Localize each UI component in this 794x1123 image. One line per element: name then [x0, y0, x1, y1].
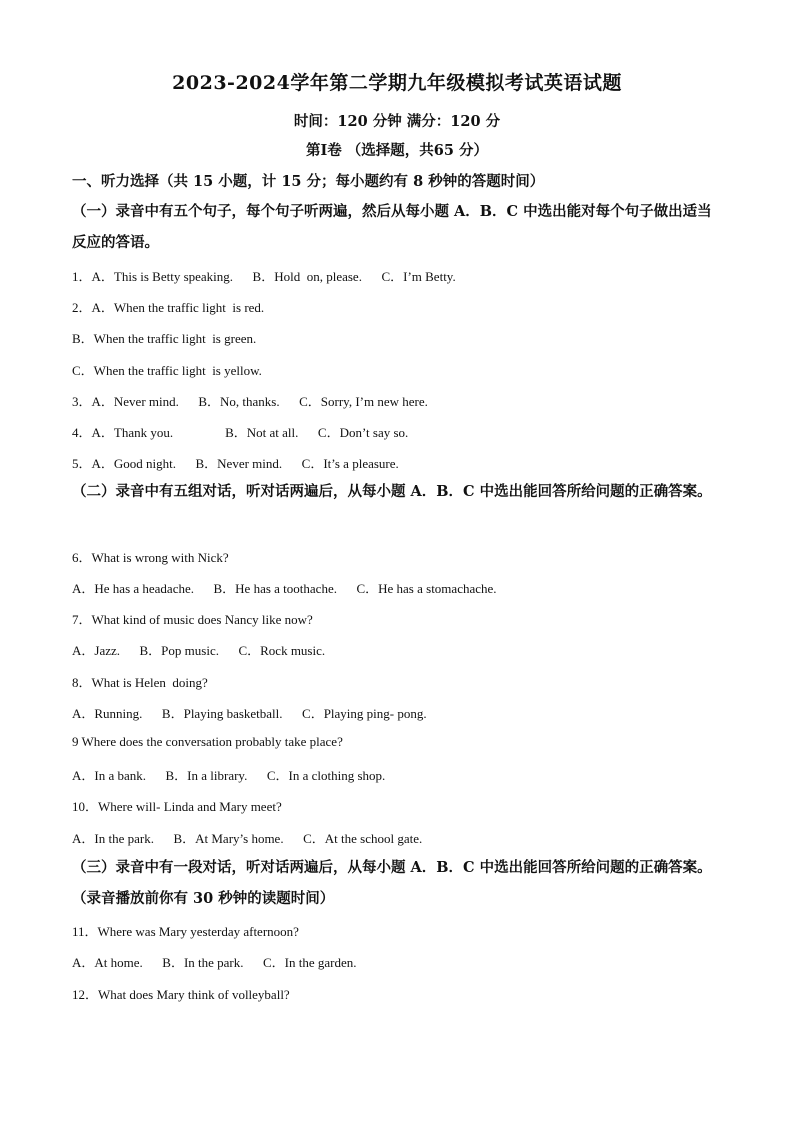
question-line: 2．A．When the traffic light is red. — [72, 300, 265, 315]
question-line: A．In the park. B．At Mary’s home. C．At the school gate. — [72, 831, 423, 846]
question-line: 7．What kind of music does Nancy like now? — [72, 612, 313, 627]
question-line: 9 Where does the conversation probably take place? — [72, 734, 343, 749]
question-line: A．He has a headache. B．He has a toothache. C．He has a stomachache. — [72, 581, 497, 596]
volume-heading: 第Ⅰ卷 （选择题，共65 分） — [305, 142, 489, 159]
question-line: 11．Where was Mary yesterday afternoon? — [72, 924, 299, 939]
question-line: A．Running. B．Playing basketball. C．Playing ping- pong. — [72, 706, 427, 721]
exam-info: 时间：120 分钟 满分：120 分 — [293, 113, 501, 130]
part-three-instructions: （三）录音中有一段对话，听对话两遍后，从每小题 A．B．C 中选出能回答所给问题的正确答案。（录音播放前你有 30 秒钟的读题时间） — [72, 859, 712, 907]
question-line: A．At home. B．In the park. C．In the garden. — [72, 955, 357, 970]
question-line: A．Jazz. B．Pop music. C．Rock music. — [72, 643, 326, 658]
part-two-instructions: （二）录音中有五组对话，听对话两遍后，从每小题 A．B．C 中选出能回答所给问题的正确答案。 — [72, 483, 712, 500]
question-line: 1．A．This is Betty speaking. B．Hold on, please. C．I’m Betty. — [72, 269, 456, 284]
part-one-instructions: （一）录音中有五个句子，每个句子听两遍，然后从每小题 A．B．C 中选出能对每个句子做出适当反应的答语。 — [72, 203, 712, 251]
question-line: A．In a bank. B．In a library. C．In a clothing shop. — [72, 768, 386, 783]
question-line: 8．What is Helen doing? — [72, 675, 208, 690]
exam-title: 2023-2024学年第二学期九年级模拟考试英语试题 — [172, 72, 622, 94]
section-heading-listening: 一、听力选择（共 15 小题，计 15 分；每小题约有 8 秒钟的答题时间） — [72, 173, 545, 190]
question-line: C．When the traffic light is yellow. — [72, 363, 262, 378]
question-line: B．When the traffic light is green. — [72, 331, 257, 346]
question-line: 3．A．Never mind. B．No, thanks. C．Sorry, I’m new here. — [72, 394, 428, 409]
question-line: 6．What is wrong with Nick? — [72, 550, 229, 565]
question-line: 12．What does Mary think of volleyball? — [72, 987, 290, 1002]
question-line: 4．A．Thank you. B．Not at all. C．Don’t say so. — [72, 425, 409, 440]
question-line: 10．Where will- Linda and Mary meet? — [72, 799, 282, 814]
question-line: 5．A．Good night. B．Never mind. C．It’s a pleasure. — [72, 456, 399, 471]
